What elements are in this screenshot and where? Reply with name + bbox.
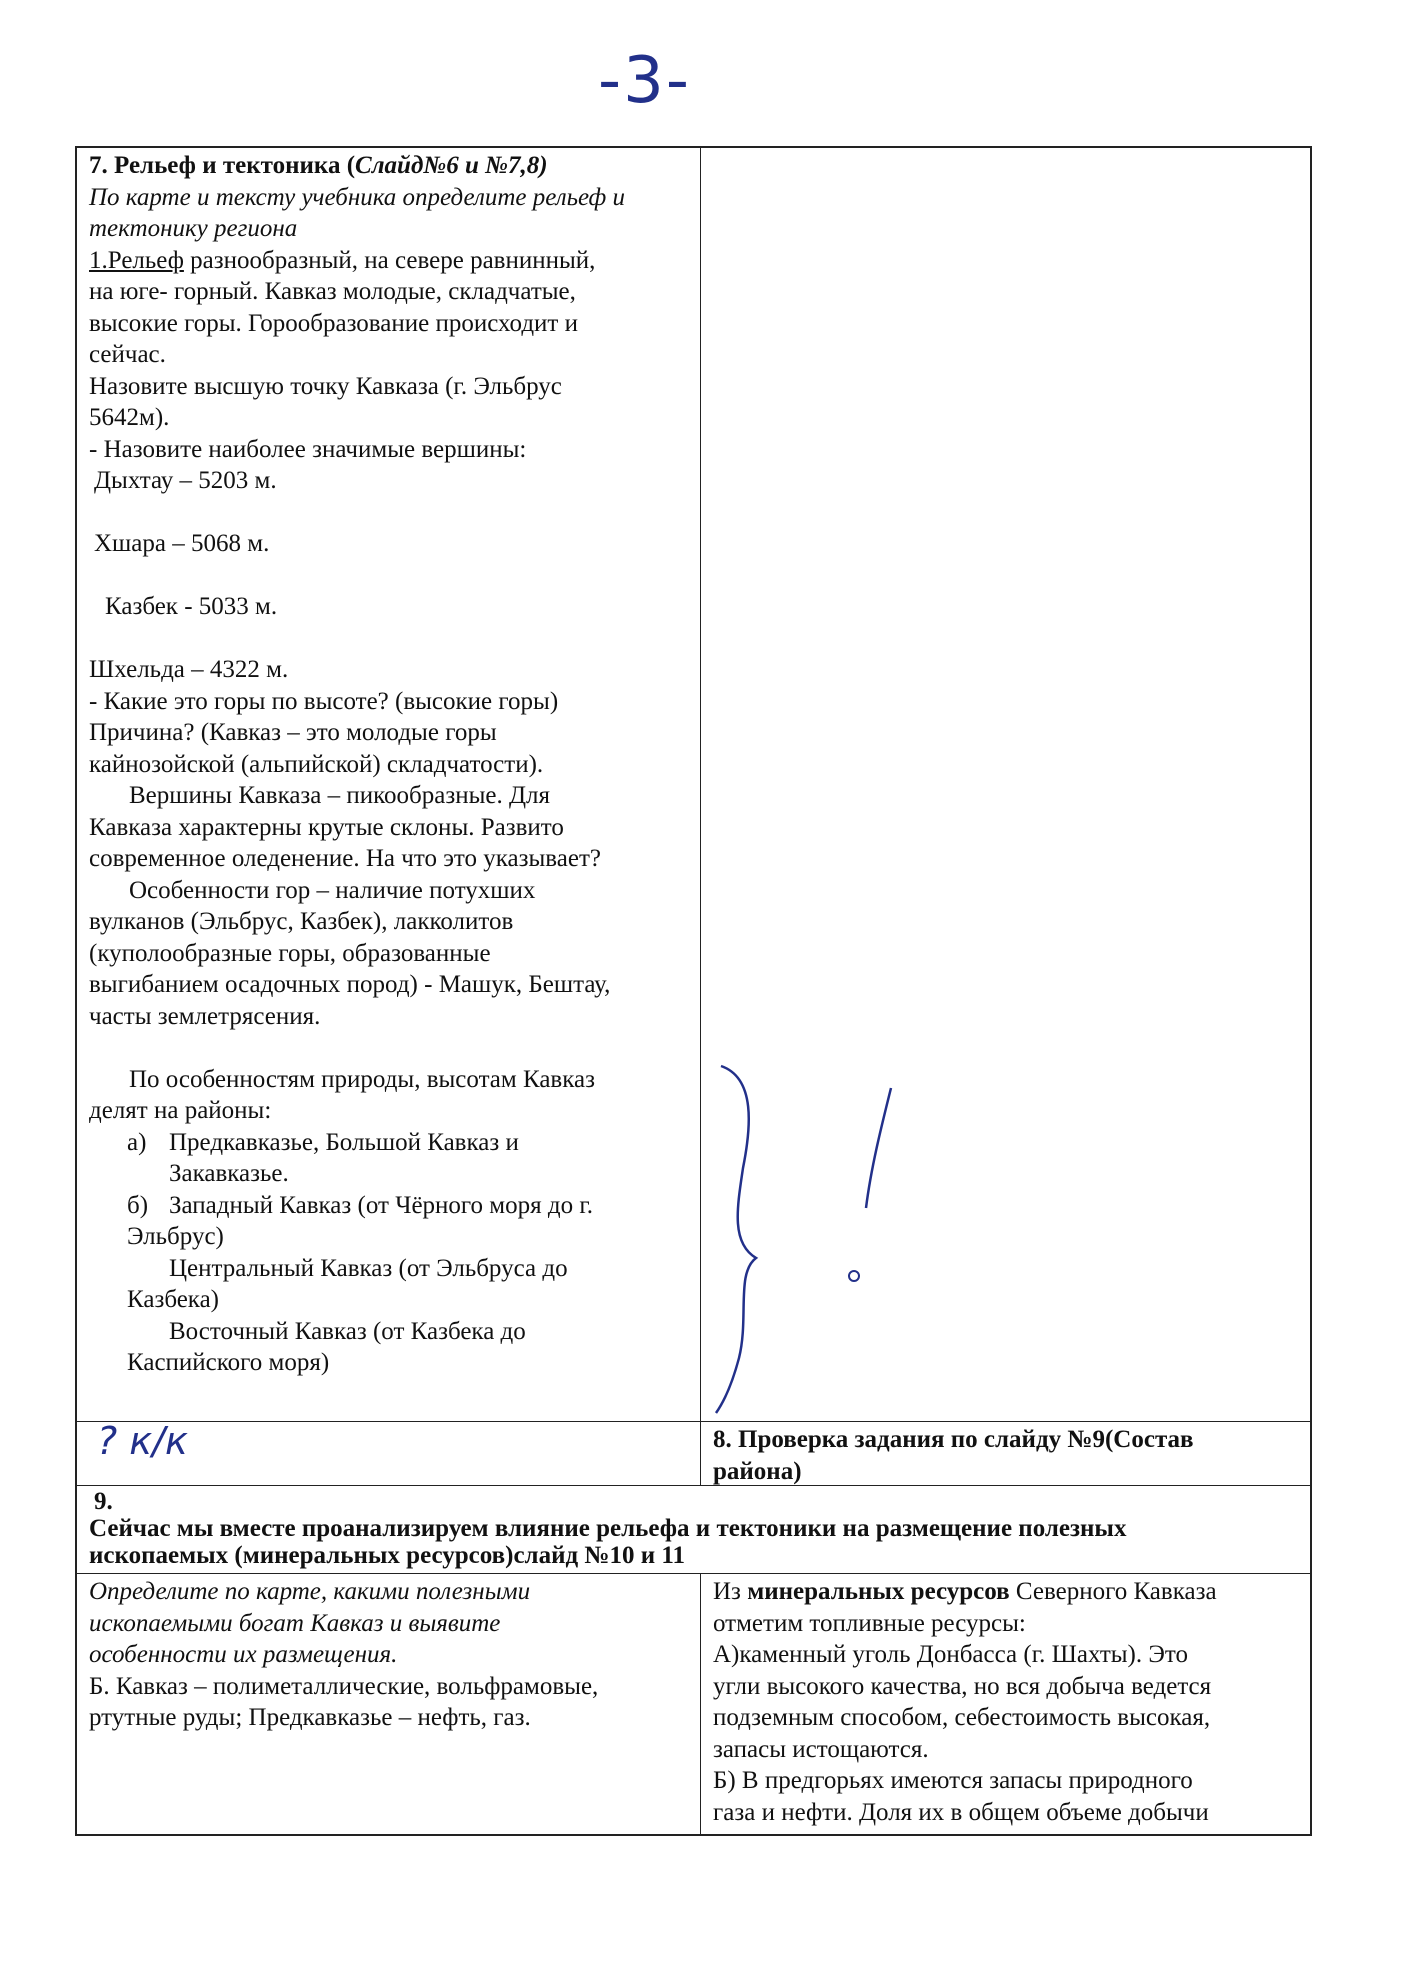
task-line: особенности их размещения. (89, 1641, 398, 1668)
section-7-title: 7. Рельеф и тектоника (Слайд№6 и №7,8) (89, 152, 548, 179)
answer-line: ртутные руды; Предкавказье – нефть, газ. (89, 1704, 531, 1731)
section-8-line: района) (713, 1457, 802, 1485)
peak-kazbek: Казбек - 5033 м. (105, 593, 278, 620)
height-question: - Какие это горы по высоте? (высокие горы) (89, 687, 559, 715)
resources-line: газа и нефти. Доля их в общем объеме добычи (713, 1798, 1209, 1826)
peak-dykhtau: Дыхтау – 5203 м. (94, 467, 277, 494)
list-item-b-cont: Эльбрус) (127, 1223, 224, 1250)
relief-cell (77, 148, 701, 1421)
row-section-9-body (77, 1574, 1310, 1834)
resources-cell (701, 1574, 1310, 1834)
features-line: (куполообразные горы, образованные (89, 939, 491, 967)
features-line: часты землетрясения. (89, 1002, 321, 1030)
list-item-eastern-cont: Каспийского моря) (127, 1349, 330, 1376)
peaks-question: - Назовите наиболее значимые вершины: (89, 435, 527, 463)
relief-line: сейчас. (89, 341, 166, 368)
section-9-heading: Сейчас мы вместе проанализируем влияние рельефа и тектоники на размещение полезных (89, 1515, 1127, 1542)
resources-line: запасы истощаются. (713, 1735, 929, 1763)
answer-line: Б. Кавказ – полиметаллические, вольфрамовые, (89, 1672, 599, 1700)
features-line: Особенности гор – наличие потухших (129, 876, 536, 904)
list-item-central-cont: Казбека) (127, 1286, 219, 1313)
regions-intro: По особенностям природы, высотам Кавказ (129, 1065, 595, 1093)
reason-line: кайнозойской (альпийской) складчатости). (89, 750, 544, 778)
resources-line: подземным способом, себестоимость высокая, (713, 1704, 1211, 1731)
resources-line: отметим топливные ресурсы: (713, 1609, 1026, 1637)
resources-line: А)каменный уголь Донбасса (г. Шахты). Это (713, 1641, 1188, 1668)
note-cell (77, 1419, 701, 1485)
list-item-b: б) Западный Кавказ (от Чёрного моря до г. (127, 1191, 594, 1219)
features-line: выгибанием осадочных пород) - Машук, Бештау, (89, 971, 611, 998)
peak-khshara: Хшара – 5068 м. (94, 530, 270, 557)
resources-intro: Из минеральных ресурсов Северного Кавказа (713, 1578, 1217, 1605)
task-line: Определите по карте, какими полезными (89, 1578, 531, 1605)
row-section-7 (77, 148, 1310, 1422)
section-9-heading: ископаемых (минеральных ресурсов)слайд №10 и 11 (89, 1542, 686, 1569)
peak-shkhelda: Шхельда – 4322 м. (89, 656, 289, 683)
relief-line: высокие горы. Горообразование происходит и (89, 309, 578, 337)
relief-line: на юге- горный. Кавказ молодые, складчатые, (89, 278, 576, 305)
list-item-central: Центральный Кавказ (от Эльбруса до (169, 1254, 568, 1282)
handwritten-brace-mark (701, 1058, 901, 1418)
row-section-8 (77, 1419, 1310, 1486)
lesson-table (75, 146, 1312, 1836)
section-9-number: 9. (94, 1488, 113, 1515)
list-item-eastern: Восточный Кавказ (от Казбека до (169, 1317, 526, 1345)
resources-line: Б) В предгорьях имеются запасы природного (713, 1767, 1193, 1794)
features-line: вулканов (Эльбрус, Казбек), лакколитов (89, 908, 514, 935)
section-8-cell (701, 1422, 1310, 1485)
highest-point-line: Назовите высшую точку Кавказа (г. Эльбрус (89, 372, 562, 400)
relief-answer-cell (701, 148, 1310, 1421)
reason-line: Причина? (Кавказ – это молодые горы (89, 719, 497, 746)
resources-line: угли высокого качества, но вся добыча ведется (713, 1672, 1212, 1700)
peaks-desc-line: Кавказа характерны крутые склоны. Развито (89, 813, 564, 841)
highest-point-line: 5642м). (89, 404, 170, 431)
relief-paragraph: 1.Рельеф разнообразный, на севере равнинный, (89, 246, 596, 274)
list-item-a: а) Предкавказье, Большой Кавказ и (127, 1128, 519, 1156)
peaks-desc-line: Вершины Кавказа – пикообразные. Для (129, 782, 551, 809)
task-cell (77, 1574, 701, 1834)
peaks-desc-line: современное оледенение. На что это указывает? (89, 845, 601, 872)
section-8-line: 8. Проверка задания по слайду №9(Состав (713, 1426, 1194, 1453)
section-7-instruction: По карте и тексту учебника определите рельеф и тектонику региона (89, 183, 625, 242)
handwritten-note: ? к/к (97, 1419, 188, 1463)
task-line: ископаемыми богат Кавказ и выявите (89, 1609, 501, 1637)
section-9-header-cell (77, 1486, 1310, 1573)
regions-intro: делят на районы: (89, 1097, 272, 1124)
page-number: -3- (598, 44, 691, 118)
row-section-9-header (77, 1486, 1310, 1574)
list-item-a-cont: Закавказье. (169, 1160, 289, 1187)
